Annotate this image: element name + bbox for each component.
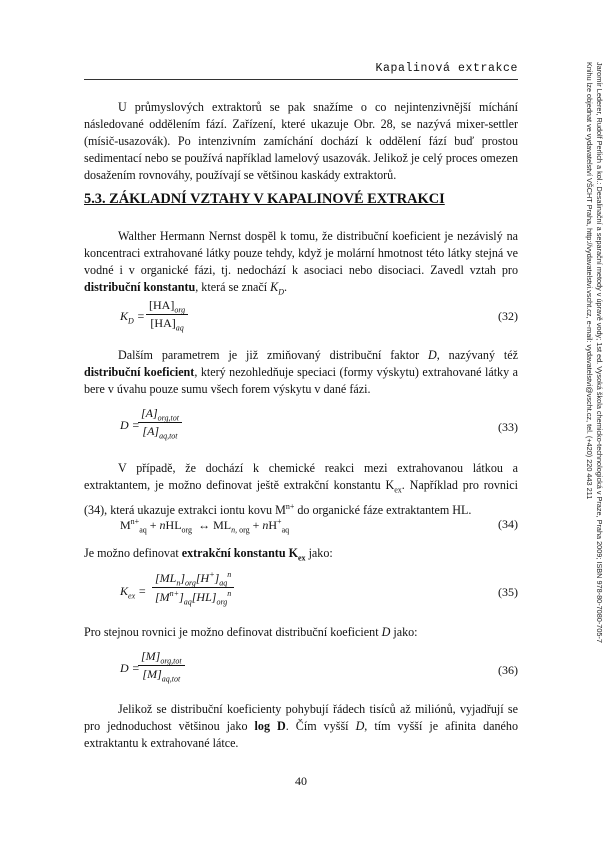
term-distribution-coefficient: distribuční koeficient bbox=[84, 365, 195, 379]
page-number: 40 bbox=[295, 774, 307, 788]
section-heading: 5.3. ZÁKLADNÍ VZTAHY V KAPALINOVÉ EXTRAKCI bbox=[84, 191, 445, 207]
paragraph-nernst: Walther Hermann Nernst dospěl k tomu, že distribuční koeficient je nezávislý na koncentraci extrahované látky pouze tehdy, když je molární hmotnost této látky stejná ve vodné i v organické fázi, tj. nedochází k asociaci nebo disociaci. Zavedl vztah pro distribuční konstantu, která se značí $K_D$. bbox=[84, 229, 518, 297]
term-log-d: log D bbox=[254, 719, 286, 733]
citation-line-2: Knihu lze objednat ve vydavatelství VŠCHT Praha, http://vydavatelstvi.vscht.cz, e-mail: vydavatelstvi@vscht.cz, tel. (+420) 220 443 211 bbox=[584, 62, 594, 500]
side-citation bbox=[583, 62, 604, 662]
equation-number-33: (33) bbox=[498, 420, 518, 434]
running-header: Kapalinová extrakce bbox=[375, 62, 518, 75]
equation-35: $K_{ex}$ = $[ML_n]_{org}[H^+]_{aq}^n$ $[M^{n+}]_{aq}[HL]_{org}^n$ (35) bbox=[120, 570, 518, 607]
paragraph-extractors: U průmyslových extraktorů se pak snažíme o co nejintenzivnější míchání následované oddělením fází. Zařízení, které ukazuje Obr. 28, se nazývá mixer-settler (mísič-usazovák). Po intenzivním zamíchání dochází k oddělení fází buď prostou sedimentací nebo se používá například lamelový usazovák. Jelikož je celý proces omezen dosažením rovnováhy, používají se většinou kaskády extraktorů. bbox=[84, 100, 518, 182]
paragraph-distribution-factor: Dalším parametrem je již zmiňovaný distribuční faktor D, nazývaný též distribuční koeficient, který nezohledňuje speciaci (formy výskytu) extrahované látky a bere v úvahu pouze sumu všech forem výskytu v dané fázi. bbox=[84, 348, 518, 396]
header-rule bbox=[84, 79, 518, 80]
equation-number-36: (36) bbox=[498, 663, 518, 677]
equation-33: D = $[A]_{org,tot}$ $[A]_{aq,tot}$ (33) bbox=[120, 406, 518, 441]
term-extraction-constant: extrakční konstantu $K_{ex}$ bbox=[181, 546, 306, 563]
equation-number-34: (34) bbox=[498, 517, 518, 531]
paragraph-define-d: Pro stejnou rovnici je možno definovat distribuční koeficient D jako: bbox=[84, 625, 418, 639]
equation-number-32: (32) bbox=[498, 309, 518, 323]
paragraph-log-d: Jelikož se distribuční koeficienty pohybují řádech tisíců až miliónů, vyjadřují se pro jednoduchost většinou jako log D. Čím vyšší D, tím vyšší je afinita daného extraktantu k extrahované látce. bbox=[84, 702, 518, 750]
term-distribution-constant: distribuční konstantu bbox=[84, 280, 196, 294]
equation-34: $M^{n+}_{aq} + nHL_{org}$ ↔ $ML_{n, org} + nH^+_{aq}$ (34) bbox=[120, 517, 518, 535]
paragraph-define-kex: Je možno definovat extrakční konstantu $K_{ex}$ jako: bbox=[84, 546, 333, 563]
equation-number-35: (35) bbox=[498, 585, 518, 599]
citation-line-1: Jaromír Lederer, Rudolf Perlich a kol.: Desalinační a separační metody v úpravě vody; 1st ed. Vysoká škola chemicko-technologická v Praze, Praha 2009; ISBN 978-80-7080-705-7 bbox=[595, 62, 604, 643]
equation-32: $K_D$ = $[HA]_{org}$ $[HA]_{aq}$ (32) bbox=[120, 298, 518, 333]
paragraph-extraction-constant: V případě, že dochází k chemické reakci mezi extrahovanou látkou a extraktantem, je možno definovat ještě extrakční konstantu $K_{ex}$. Například pro rovnici (34), která ukazuje extrakci iontu kovu $M^{n+}$ do organické fáze extraktantem HL. bbox=[84, 461, 518, 518]
equation-36: D = $[M]_{org,tot}$ $[M]_{aq,tot}$ (36) bbox=[120, 649, 518, 684]
